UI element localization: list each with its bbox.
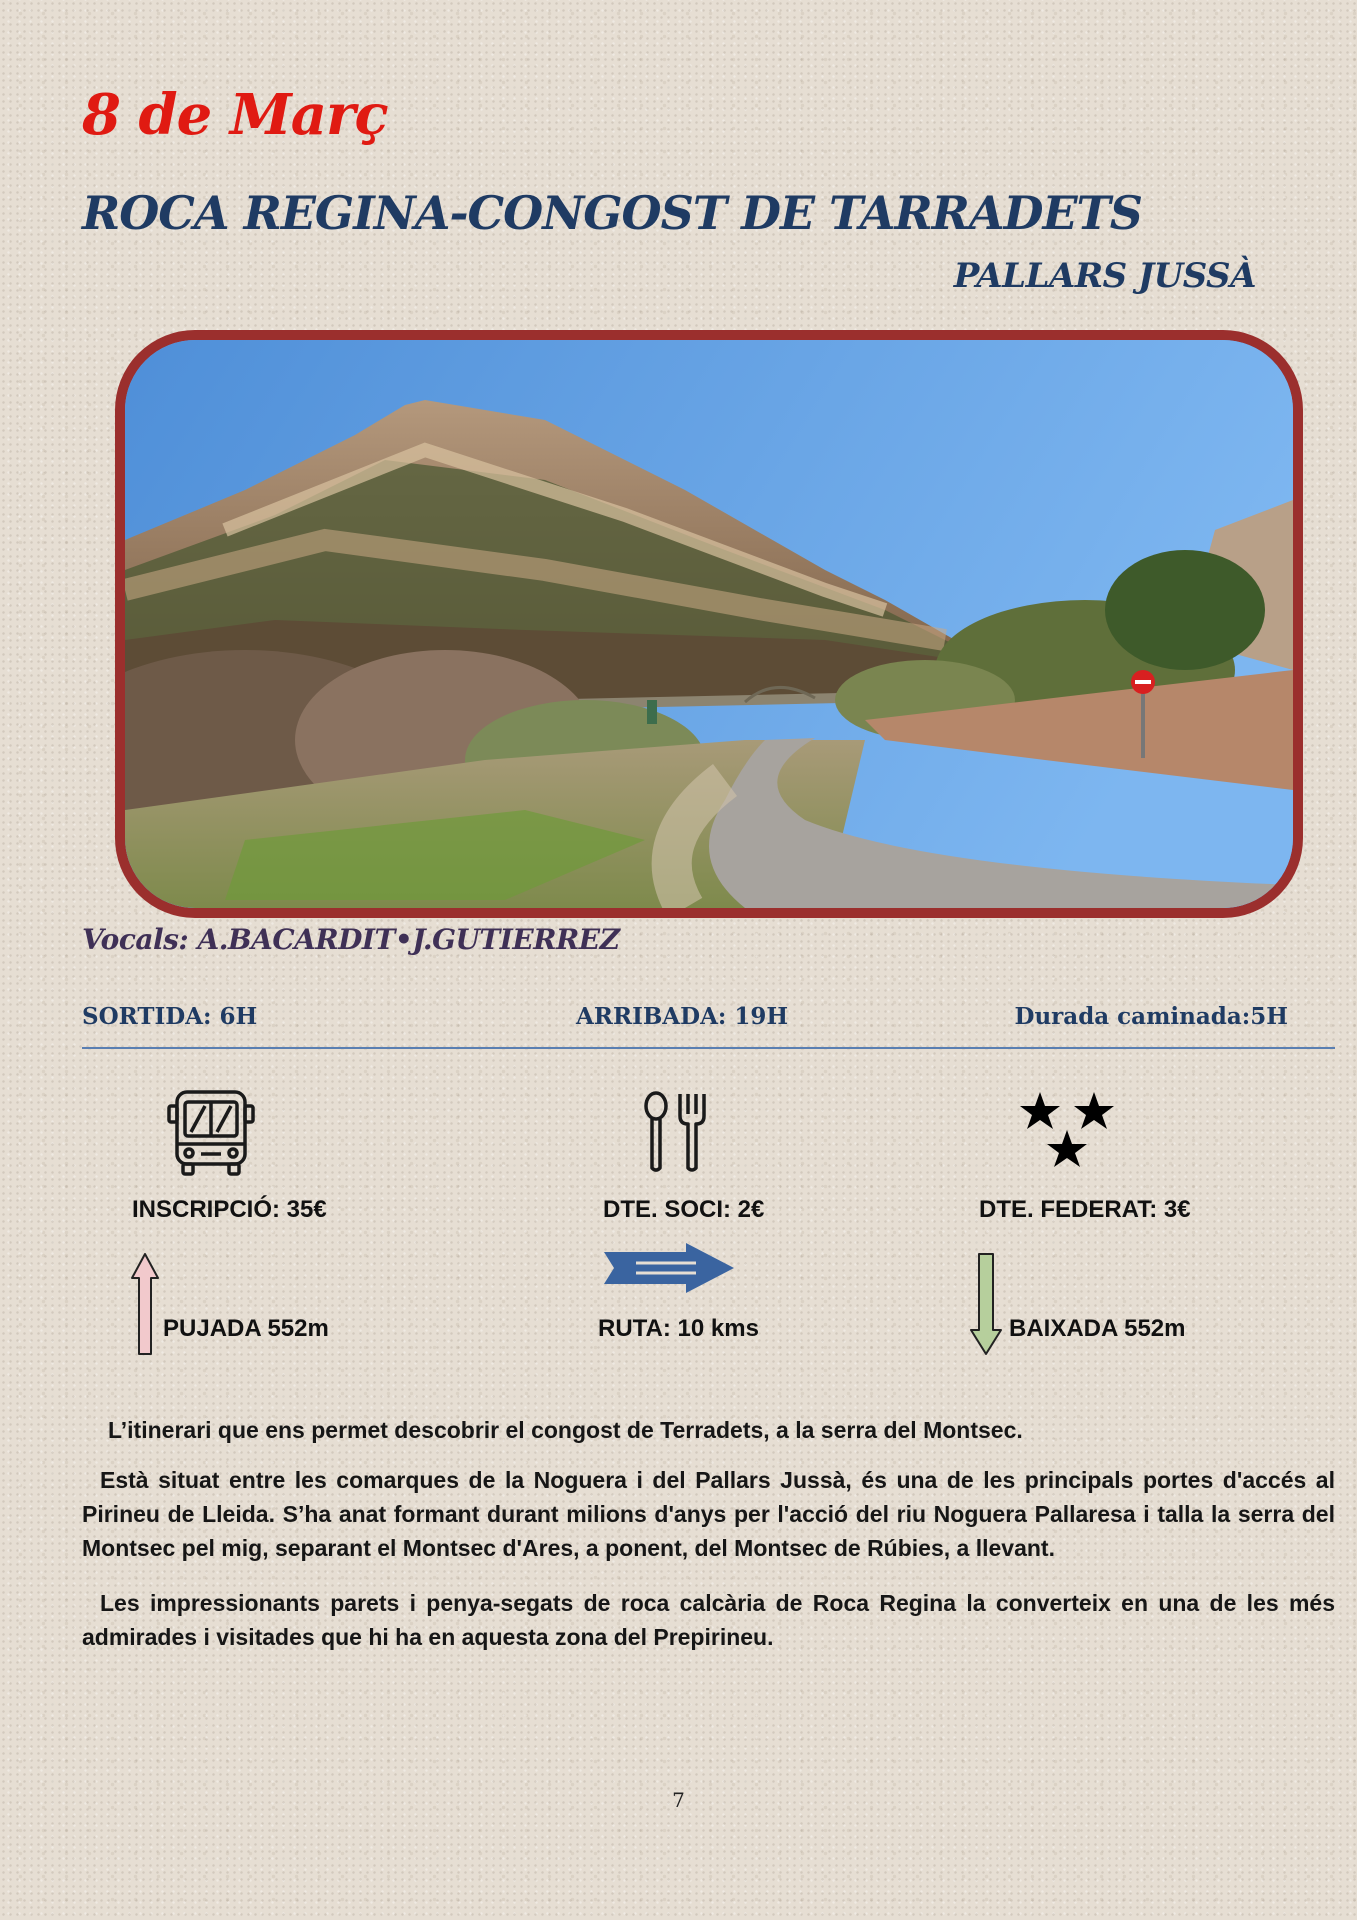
federated-discount: DTE. FEDERAT: 3€ bbox=[979, 1196, 1191, 1223]
walk-duration: Durada caminada:5H bbox=[1014, 1003, 1288, 1030]
vocals-label: Vocals: A.BACARDIT•J.GUTIERREZ bbox=[82, 923, 620, 956]
arrival-time: ARRIBADA: 19H bbox=[576, 1003, 789, 1030]
description-paragraph: Les impressionants parets i penya-segats de roca calcària de Roca Regina la converteix en una de les més admirades i visitades que hi ha en aquesta zona del Prepirineu. bbox=[82, 1590, 1335, 1650]
cutlery-icon bbox=[640, 1090, 710, 1174]
arrow-up-icon bbox=[130, 1252, 160, 1356]
event-date: 8 de Març bbox=[82, 82, 388, 148]
page-title: ROCA REGINA-CONGOST DE TARRADETS bbox=[82, 186, 1143, 240]
page-number: 7 bbox=[672, 1788, 685, 1812]
registration-price: INSCRIPCIÓ: 35€ bbox=[132, 1196, 327, 1223]
route-photo bbox=[115, 330, 1303, 918]
description-paragraph: Està situat entre les comarques de la Noguera i del Pallars Jussà, és una de les principals portes d'accés al Pirineu de Lleida. S’ha anat formant durant milions d'anys per l'acció del riu Noguera Pallaresa i talla la serra del Montsec pel mig, separant el Montsec d'Ares, a ponent, del Montsec de Rúbies, a llevant. bbox=[82, 1467, 1335, 1561]
bus-icon bbox=[165, 1086, 257, 1178]
landscape-photo bbox=[125, 340, 1293, 908]
departure-time: SORTIDA: 6H bbox=[82, 1003, 258, 1030]
stars-icon bbox=[1012, 1088, 1118, 1174]
description-paragraph: L’itinerari que ens permet descobrir el congost de Terradets, a la serra del Montsec. bbox=[108, 1417, 1023, 1443]
ascent-stat: PUJADA 552m bbox=[163, 1315, 329, 1342]
route-distance: RUTA: 10 kms bbox=[598, 1315, 759, 1342]
descent-stat: BAIXADA 552m bbox=[1009, 1315, 1186, 1342]
member-discount: DTE. SOCI: 2€ bbox=[603, 1196, 765, 1223]
route-arrow-icon bbox=[604, 1243, 736, 1293]
region-label: PALLARS JUSSÀ bbox=[953, 256, 1256, 296]
divider bbox=[82, 1047, 1335, 1049]
arrow-down-icon bbox=[969, 1252, 1003, 1356]
